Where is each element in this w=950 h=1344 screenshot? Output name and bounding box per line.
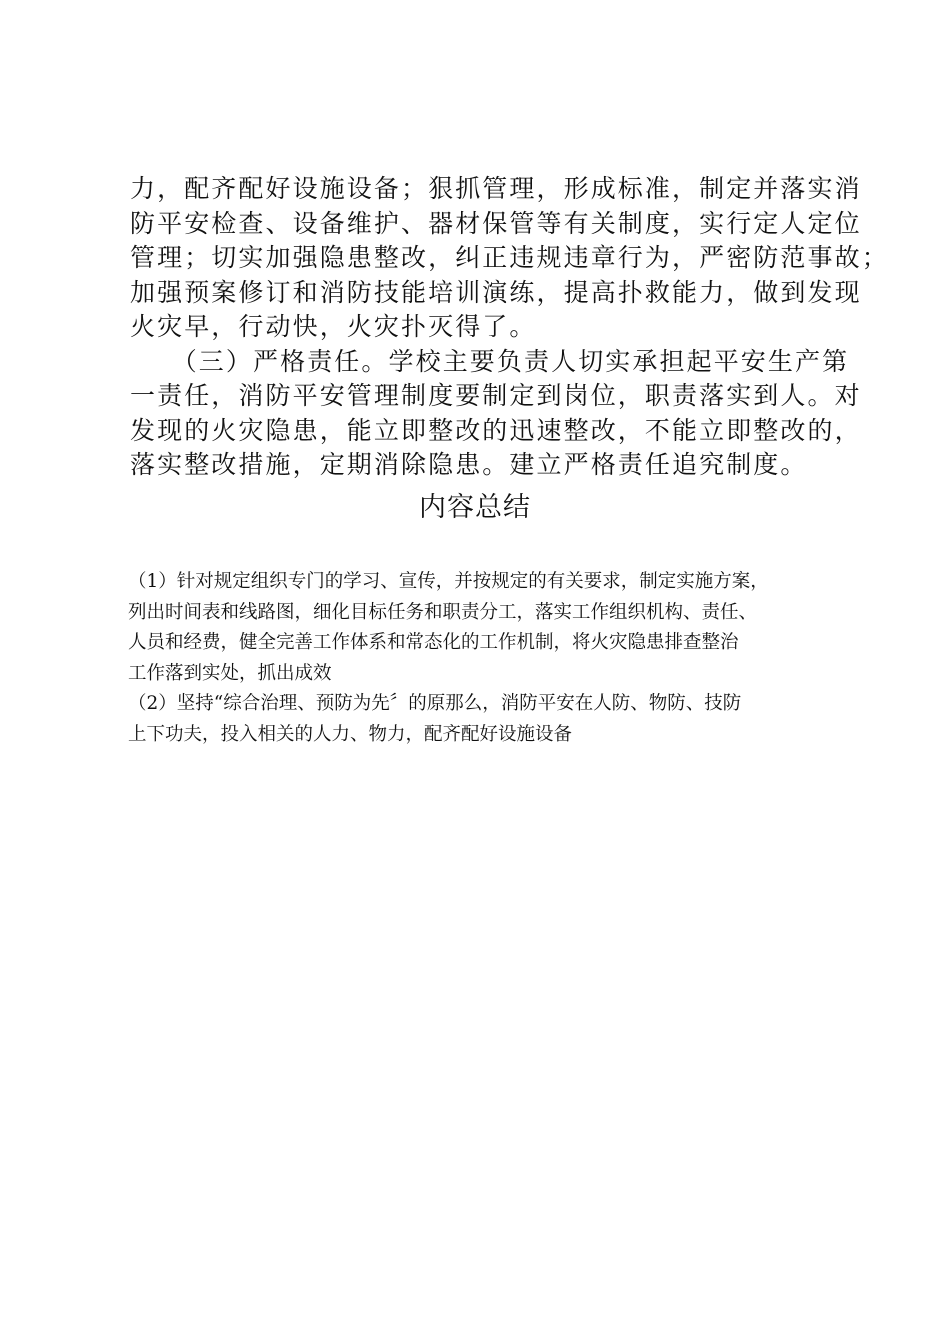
summary-section (128, 567, 843, 750)
body-line: 力，配齐配好设施设备；狠抓管理，形成标准，制定并落实消 (130, 174, 862, 203)
body-paragraphs (130, 172, 889, 483)
body-line: 落实整改措施，定期消除隐患。建立严格责任追究制度。 (130, 450, 808, 479)
body-line: 火灾早，行动快，火灾扑灭得了。 (130, 312, 537, 341)
summary-line: 上下功夫，投入相关的人力、物力，配齐配好设施设备 (128, 723, 573, 745)
summary-line: 人员和经费，健全完善工作体系和常态化的工作机制，将火灾隐患排查整治 (128, 632, 739, 653)
body-line: 防平安检查、设备维护、器材保管等有关制度，实行定人定位 (130, 208, 862, 238)
body-line: 管理；切实加强隐患整改，纠正违规违章行为，严密防范事故； (130, 243, 889, 272)
body-line: （三）严格责任。学校主要负责人切实承担起平安生产第 (130, 346, 850, 376)
body-line: 一责任，消防平安管理制度要制定到岗位，职责落实到人。对 (130, 381, 862, 410)
summary-heading: 内容总结 (419, 492, 531, 523)
summary-line: （2）坚持“综合治理、预防为先〞的原那么，消防平安在人防、物防、技防 (128, 693, 742, 714)
summary-line: 列出时间表和线路图，细化目标任务和职责分工，落实工作组织机构、责任、 (128, 601, 758, 623)
body-line: 加强预案修订和消防技能培训演练，提高扑救能力，做到发现 (130, 277, 862, 307)
summary-line: （1）针对规定组织专门的学习、宣传，并按规定的有关要求，制定实施方案， (128, 571, 769, 592)
summary-line: 工作落到实处，抓出成效 (128, 662, 332, 684)
body-line: 发现的火灾隐患，能立即整改的迅速整改，不能立即整改的， (130, 415, 862, 445)
